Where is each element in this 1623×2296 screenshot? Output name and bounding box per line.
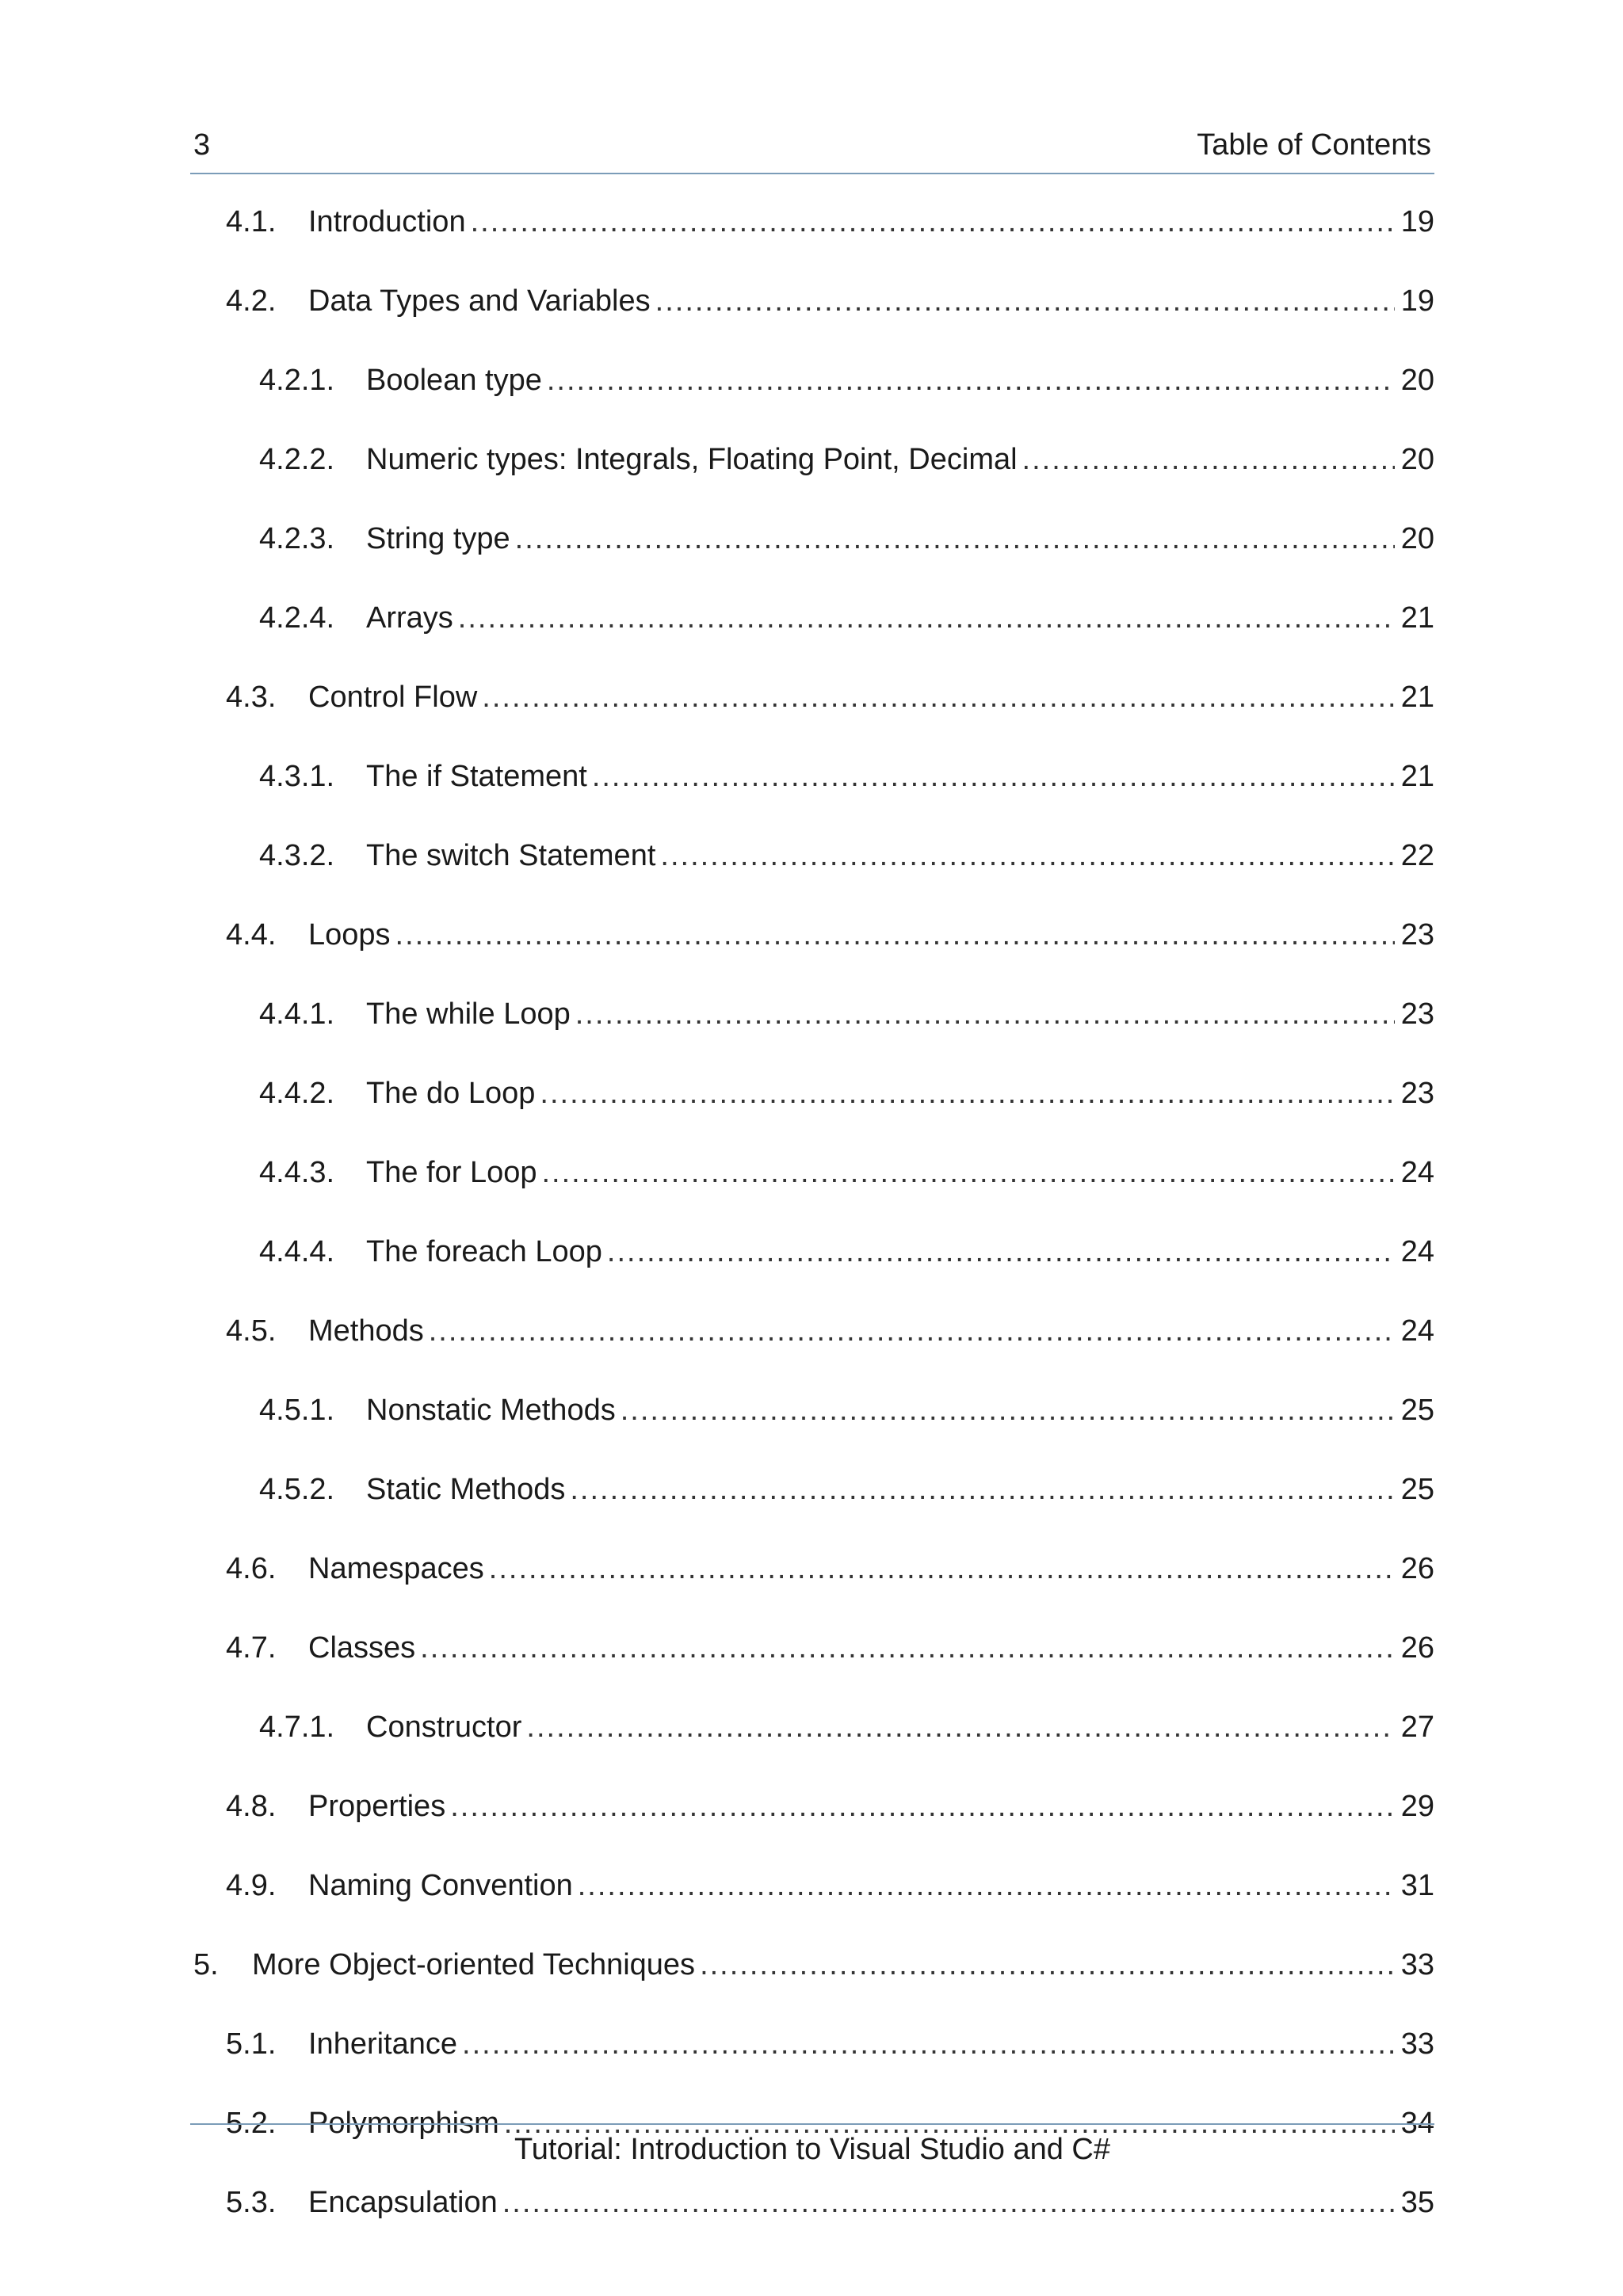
toc-entry-page: 19: [1400, 205, 1434, 238]
page-header: [190, 119, 1434, 174]
toc-entry-page: 24: [1400, 1235, 1434, 1268]
toc-entry[interactable]: [190, 1070, 1434, 1117]
toc-entry-title: Namespaces: [308, 1552, 484, 1585]
toc-entry-title: The foreach Loop: [366, 1235, 602, 1268]
toc-entry-title: Loops: [308, 918, 391, 952]
toc-entry-page: 20: [1400, 364, 1434, 397]
toc-entry[interactable]: [190, 753, 1434, 800]
dot-leader: [570, 1466, 1395, 1513]
toc-entry-title: Introduction: [308, 205, 466, 238]
toc-entry-number: 4.2.: [226, 284, 277, 318]
toc-entry-number: 4.3.: [226, 681, 277, 714]
toc-entry-number: 4.4.4.: [259, 1235, 335, 1268]
dot-leader: [420, 1624, 1395, 1672]
toc-entry[interactable]: [190, 1307, 1434, 1355]
dot-leader: [502, 2179, 1395, 2226]
toc-entry-page: 31: [1400, 1869, 1434, 1902]
toc-entry-page: 19: [1400, 284, 1434, 318]
toc-entry-title: The if Statement: [366, 760, 587, 793]
toc-entry-page: 27: [1400, 1711, 1434, 1744]
toc-entry[interactable]: [190, 911, 1434, 959]
toc-entry-number: 4.5.1.: [259, 1394, 335, 1427]
toc-entry-title: The for Loop: [366, 1156, 537, 1189]
toc-entry-page: 35: [1400, 2186, 1434, 2219]
toc-entry-title: Inheritance: [308, 2027, 458, 2061]
dot-leader: [462, 2020, 1395, 2068]
toc-entry-number: 4.4.1.: [259, 997, 335, 1031]
toc-entry[interactable]: [190, 1386, 1434, 1434]
dot-leader: [395, 911, 1395, 959]
dot-leader: [621, 1386, 1395, 1434]
toc-entry-page: 34: [1400, 2107, 1434, 2140]
toc-entry-number: 4.5.: [226, 1314, 277, 1348]
toc-entry-title: Nonstatic Methods: [366, 1394, 616, 1427]
toc-entry-title: Methods: [308, 1314, 424, 1348]
page-footer: [190, 2123, 1434, 2167]
toc-entry[interactable]: [190, 2020, 1434, 2068]
toc-entry-page: 26: [1400, 1552, 1434, 1585]
toc-entry-number: 4.9.: [226, 1869, 277, 1902]
toc-entry-page: 23: [1400, 918, 1434, 952]
dot-leader: [578, 1862, 1395, 1909]
toc-entry[interactable]: [190, 990, 1434, 1038]
toc-entry-page: 24: [1400, 1314, 1434, 1348]
toc-entry-page: 24: [1400, 1156, 1434, 1189]
toc-entry-number: 4.4.3.: [259, 1156, 335, 1189]
toc-entry-title: Control Flow: [308, 681, 478, 714]
dot-leader: [655, 277, 1395, 325]
toc-entry[interactable]: [190, 1466, 1434, 1513]
header-section-title: Table of Contents: [1197, 128, 1431, 162]
dot-leader: [471, 198, 1395, 246]
toc-entry-number: 4.2.4.: [259, 601, 335, 635]
toc-entry-page: 33: [1400, 2027, 1434, 2061]
toc-entry-title: Encapsulation: [308, 2186, 498, 2219]
toc-entry-title: More Object-oriented Techniques: [252, 1948, 696, 1981]
toc-entry[interactable]: [190, 436, 1434, 483]
toc-entry-page: 20: [1400, 522, 1434, 555]
toc-entry[interactable]: [190, 1149, 1434, 1196]
dot-leader: [547, 357, 1395, 404]
dot-leader: [1022, 436, 1395, 483]
toc-entry[interactable]: [190, 357, 1434, 404]
toc-entry[interactable]: [190, 673, 1434, 721]
toc-entry-page: 20: [1400, 443, 1434, 476]
toc-entry-page: 25: [1400, 1473, 1434, 1506]
dot-leader: [526, 1703, 1395, 1751]
toc-entry-page: 29: [1400, 1790, 1434, 1823]
toc-entry-page: 23: [1400, 997, 1434, 1031]
toc-entry-title: Classes: [308, 1631, 416, 1665]
toc-entry-number: 4.2.2.: [259, 443, 335, 476]
toc-entry-title: The switch Statement: [366, 839, 656, 872]
toc-entry-title: String type: [366, 522, 510, 555]
toc-entry-number: 5.1.: [226, 2027, 277, 2061]
dot-leader: [515, 515, 1395, 563]
toc-entry-title: Data Types and Variables: [308, 284, 651, 318]
toc-entry-title: Naming Convention: [308, 1869, 573, 1902]
toc-entry-page: 22: [1400, 839, 1434, 872]
toc-entry[interactable]: [190, 1703, 1434, 1751]
toc-entry[interactable]: [190, 277, 1434, 325]
page-number: 3: [193, 128, 211, 162]
dot-leader: [450, 1783, 1395, 1830]
dot-leader: [575, 990, 1395, 1038]
toc-entry[interactable]: [190, 1624, 1434, 1672]
dot-leader: [458, 594, 1395, 642]
toc-entry-number: 4.3.1.: [259, 760, 335, 793]
dot-leader: [592, 753, 1395, 800]
toc-entry-title: The do Loop: [366, 1077, 536, 1110]
toc-entry-number: 4.3.2.: [259, 839, 335, 872]
toc-entry-page: 21: [1400, 601, 1434, 635]
dot-leader: [700, 1941, 1395, 1989]
toc-entry-title: The while Loop: [366, 997, 571, 1031]
dot-leader: [540, 1070, 1395, 1117]
toc-entry-number: 4.4.2.: [259, 1077, 335, 1110]
toc-entry[interactable]: [190, 1783, 1434, 1830]
toc-entry-title: Properties: [308, 1790, 446, 1823]
toc-entry-page: 25: [1400, 1394, 1434, 1427]
dot-leader: [607, 1228, 1395, 1276]
toc-entry-number: 4.8.: [226, 1790, 277, 1823]
toc-entry[interactable]: [190, 198, 1434, 246]
toc-entry[interactable]: [190, 594, 1434, 642]
toc-entry[interactable]: [190, 1228, 1434, 1276]
toc-entry-number: 4.2.1.: [259, 364, 335, 397]
toc-entry-number: 4.5.2.: [259, 1473, 335, 1506]
toc-entry-title: Numeric types: Integrals, Floating Point, Decimal: [366, 443, 1018, 476]
toc-entry-title: Boolean type: [366, 364, 542, 397]
toc-entry-title: Arrays: [366, 601, 453, 635]
toc-entry-number: 4.2.3.: [259, 522, 335, 555]
toc-entry-number: 5.: [193, 1948, 219, 1981]
dot-leader: [541, 1149, 1395, 1196]
toc-entry-number: 4.7.1.: [259, 1711, 335, 1744]
toc-entry-number: 4.1.: [226, 205, 277, 238]
toc-entry[interactable]: [190, 1941, 1434, 1989]
toc-entry[interactable]: [190, 832, 1434, 879]
toc-entry-page: 23: [1400, 1077, 1434, 1110]
toc-entry-title: Polymorphism: [308, 2107, 499, 2140]
toc-entry[interactable]: [190, 2179, 1434, 2226]
dot-leader: [660, 832, 1395, 879]
dot-leader: [489, 1545, 1395, 1592]
toc-entry-number: 4.4.: [226, 918, 277, 952]
toc-entry-number: 4.6.: [226, 1552, 277, 1585]
dot-leader: [482, 673, 1395, 721]
toc-entry-page: 21: [1400, 681, 1434, 714]
footer-title: Tutorial: Introduction to Visual Studio and C#: [514, 2133, 1110, 2166]
toc-entry[interactable]: [190, 515, 1434, 563]
toc-entry-number: 4.7.: [226, 1631, 277, 1665]
toc-entry-title: Constructor: [366, 1711, 522, 1744]
toc-entry[interactable]: [190, 1862, 1434, 1909]
toc-entry-number: 5.3.: [226, 2186, 277, 2219]
toc-entry-page: 33: [1400, 1948, 1434, 1981]
toc-entry-page: 26: [1400, 1631, 1434, 1665]
toc-entry-title: Static Methods: [366, 1473, 566, 1506]
dot-leader: [429, 1307, 1395, 1355]
toc-entry-page: 21: [1400, 760, 1434, 793]
toc-entry-number: 5.2.: [226, 2107, 277, 2140]
toc-entry[interactable]: [190, 1545, 1434, 1592]
